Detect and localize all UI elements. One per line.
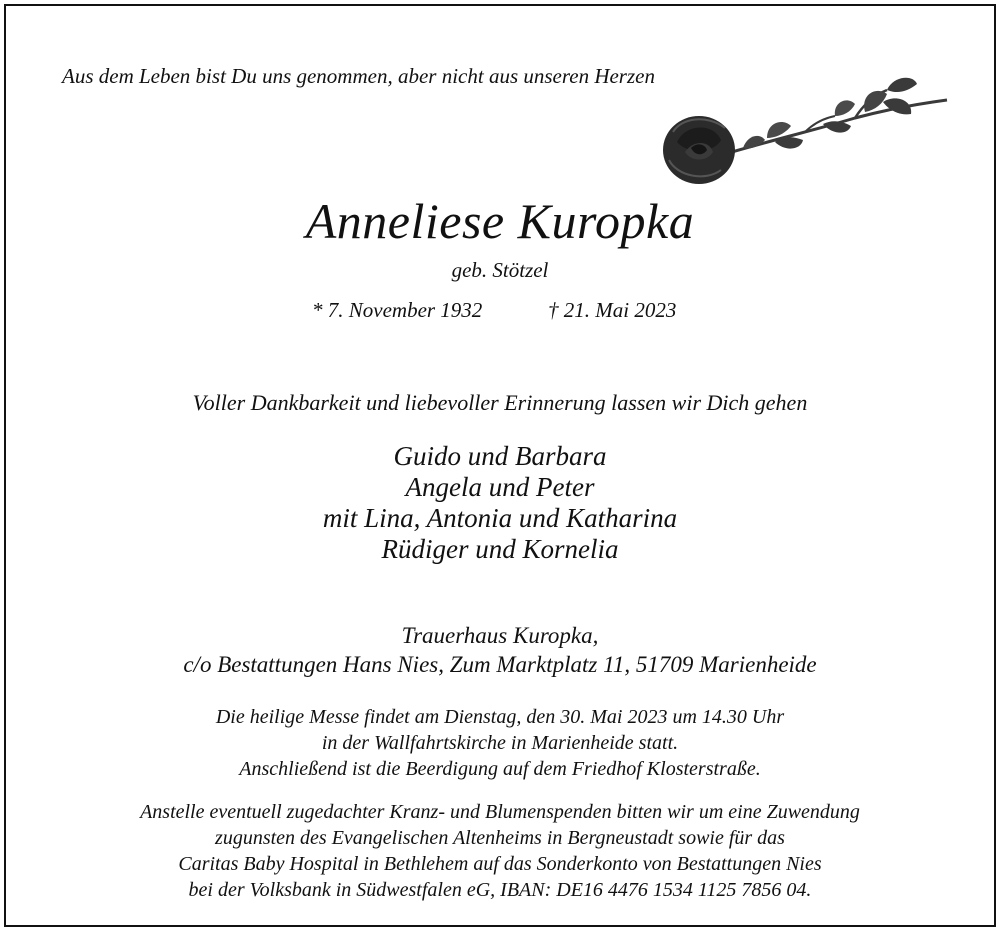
thanks-text: Voller Dankbarkeit und liebevoller Erinnerung lassen wir Dich gehen (192, 390, 808, 415)
family-line: Guido und Barbara (393, 441, 607, 471)
donation-line: bei der Volksbank in Südwestfalen eG, IBAN: DE16 4476 1534 1125 7856 04. (188, 879, 812, 901)
death-date: † 21. Mai 2023 (548, 298, 677, 322)
family-line: Angela und Peter (405, 472, 595, 502)
service-line: in der Wallfahrtskirche in Marienheide statt. (321, 732, 679, 754)
service-line: Die heilige Messe findet am Dienstag, den 30. Mai 2023 um 14.30 Uhr (215, 706, 785, 728)
deceased-name: Anneliese Kuropka (305, 193, 695, 249)
donation-line: Anstelle eventuell zugedachter Kranz- und Blumenspenden bitten wir um eine Zuwendung (140, 801, 860, 823)
rose-image (655, 72, 950, 187)
address-line: c/o Bestattungen Hans Nies, Zum Marktplatz 11, 51709 Marienheide (183, 652, 817, 677)
maiden-name: geb. Stötzel (451, 258, 549, 282)
donation-line: Caritas Baby Hospital in Bethlehem auf das Sonderkonto von Bestattungen Nies (178, 853, 822, 875)
family-line: mit Lina, Antonia und Katharina (322, 503, 678, 533)
donation-line: zugunsten des Evangelischen Altenheims in Bergneustadt sowie für das (215, 827, 785, 849)
service-line: Anschließend ist die Beerdigung auf dem Friedhof Klosterstraße. (239, 758, 761, 780)
address-line: Trauerhaus Kuropka, (401, 623, 599, 648)
motto-text: Aus dem Leben bist Du uns genommen, aber nicht aus unseren Herzen (62, 64, 655, 88)
family-line: Rüdiger und Kornelia (381, 534, 619, 564)
birth-date: * 7. November 1932 (312, 298, 483, 322)
